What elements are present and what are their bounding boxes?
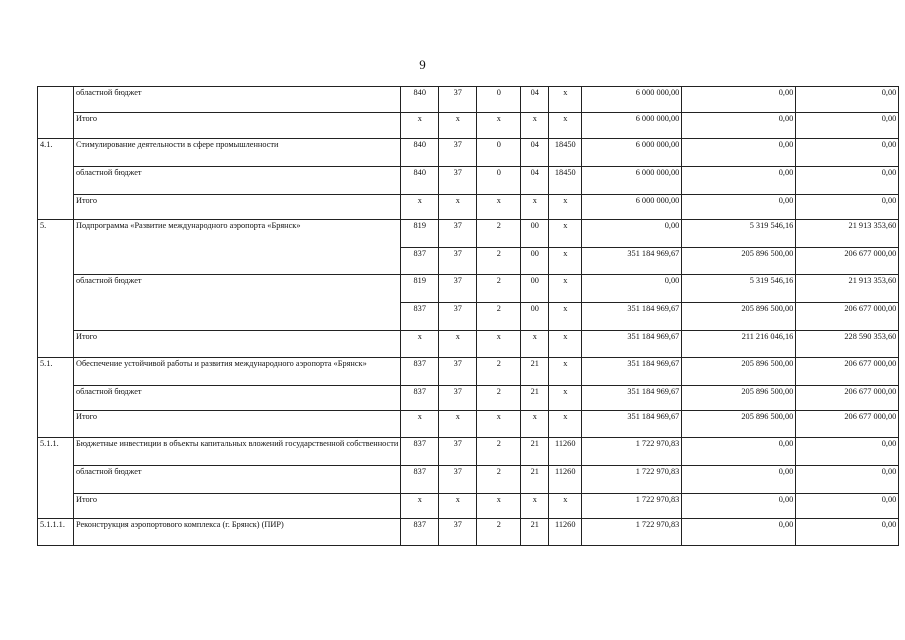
- cell-code: 837: [401, 248, 439, 275]
- cell-number: 5.1.: [38, 358, 74, 386]
- cell-number: [38, 303, 74, 331]
- table-row: [38, 494, 899, 519]
- cell-amount: 206 677 000,00: [796, 303, 899, 331]
- cell-amount: 21 913 353,60: [796, 220, 899, 248]
- cell-code: х: [521, 411, 549, 438]
- cell-description: Итого: [74, 113, 401, 139]
- cell-code: 00: [521, 220, 549, 248]
- cell-amount: 0,00: [682, 494, 796, 519]
- cell-code: х: [401, 331, 439, 358]
- cell-code: х: [401, 195, 439, 220]
- cell-description: областной бюджет: [74, 275, 401, 303]
- cell-code: х: [549, 113, 582, 139]
- cell-amount: 351 184 969,67: [582, 358, 682, 386]
- table-row: [38, 113, 899, 139]
- cell-code: 2: [477, 386, 521, 411]
- cell-amount: 0,00: [796, 139, 899, 167]
- cell-code: х: [477, 411, 521, 438]
- cell-amount: 1 722 970,83: [582, 438, 682, 466]
- cell-code: 37: [439, 466, 477, 494]
- cell-code: 21: [521, 386, 549, 411]
- cell-code: 04: [521, 167, 549, 195]
- cell-code: 2: [477, 519, 521, 546]
- cell-code: 837: [401, 519, 439, 546]
- cell-number: [38, 275, 74, 303]
- cell-code: 11260: [549, 466, 582, 494]
- cell-amount: 206 677 000,00: [796, 248, 899, 275]
- cell-amount: 0,00: [796, 195, 899, 220]
- cell-amount: 0,00: [682, 438, 796, 466]
- cell-code: х: [549, 220, 582, 248]
- cell-code: 2: [477, 466, 521, 494]
- table-row: [38, 167, 899, 195]
- cell-amount: 0,00: [682, 139, 796, 167]
- cell-code: х: [521, 113, 549, 139]
- cell-amount: 205 896 500,00: [682, 303, 796, 331]
- cell-amount: 21 913 353,60: [796, 275, 899, 303]
- cell-amount: 0,00: [796, 519, 899, 546]
- cell-amount: 205 896 500,00: [682, 411, 796, 438]
- cell-code: 11260: [549, 438, 582, 466]
- cell-amount: 0,00: [682, 113, 796, 139]
- cell-amount: 0,00: [682, 87, 796, 113]
- cell-code: х: [439, 195, 477, 220]
- cell-code: х: [549, 494, 582, 519]
- cell-code: 840: [401, 167, 439, 195]
- cell-amount: 351 184 969,67: [582, 303, 682, 331]
- cell-code: 00: [521, 275, 549, 303]
- cell-code: х: [439, 113, 477, 139]
- cell-amount: 0,00: [796, 113, 899, 139]
- cell-code: 0: [477, 87, 521, 113]
- cell-code: 37: [439, 167, 477, 195]
- cell-number: 4.1.: [38, 139, 74, 167]
- cell-description: Итого: [74, 494, 401, 519]
- cell-code: 2: [477, 248, 521, 275]
- cell-amount: 5 319 546,16: [682, 220, 796, 248]
- budget-table: [37, 86, 899, 546]
- table-row: [38, 358, 899, 386]
- cell-number: [38, 113, 74, 139]
- cell-amount: 6 000 000,00: [582, 139, 682, 167]
- cell-code: 37: [439, 303, 477, 331]
- cell-description: Итого: [74, 195, 401, 220]
- cell-amount: 6 000 000,00: [582, 167, 682, 195]
- cell-code: 37: [439, 248, 477, 275]
- cell-amount: 0,00: [682, 519, 796, 546]
- cell-code: 2: [477, 358, 521, 386]
- cell-description: областной бюджет: [74, 386, 401, 411]
- cell-code: х: [549, 331, 582, 358]
- cell-code: х: [477, 331, 521, 358]
- cell-description: Обеспечение устойчивой работы и развития международного аэропорта «Брянск»: [74, 358, 401, 386]
- cell-amount: 206 677 000,00: [796, 358, 899, 386]
- cell-code: х: [401, 494, 439, 519]
- cell-description: [74, 248, 401, 275]
- cell-code: х: [401, 113, 439, 139]
- table-row: [38, 411, 899, 438]
- cell-code: 0: [477, 167, 521, 195]
- table-row: [38, 195, 899, 220]
- cell-amount: 0,00: [682, 466, 796, 494]
- cell-number: [38, 386, 74, 411]
- cell-code: х: [549, 275, 582, 303]
- cell-code: х: [477, 113, 521, 139]
- cell-amount: 0,00: [582, 220, 682, 248]
- cell-code: 37: [439, 220, 477, 248]
- cell-amount: 205 896 500,00: [682, 248, 796, 275]
- cell-code: 840: [401, 87, 439, 113]
- table-row: [38, 87, 899, 113]
- cell-code: 837: [401, 466, 439, 494]
- cell-amount: 205 896 500,00: [682, 358, 796, 386]
- cell-amount: 205 896 500,00: [682, 386, 796, 411]
- page-number: 9: [419, 57, 426, 72]
- cell-description: Стимулирование деятельности в сфере промышленности: [74, 139, 401, 167]
- table-row: [38, 331, 899, 358]
- cell-description: [74, 303, 401, 331]
- cell-amount: 351 184 969,67: [582, 386, 682, 411]
- cell-code: 2: [477, 220, 521, 248]
- cell-code: 2: [477, 438, 521, 466]
- table-row: [38, 248, 899, 275]
- table-row: [38, 519, 899, 546]
- cell-amount: 6 000 000,00: [582, 195, 682, 220]
- cell-amount: 0,00: [796, 167, 899, 195]
- cell-code: х: [549, 411, 582, 438]
- table-row: [38, 220, 899, 248]
- cell-amount: 1 722 970,83: [582, 494, 682, 519]
- cell-code: х: [549, 195, 582, 220]
- cell-amount: 6 000 000,00: [582, 113, 682, 139]
- table-row: [38, 466, 899, 494]
- cell-code: х: [549, 87, 582, 113]
- cell-code: х: [549, 248, 582, 275]
- cell-code: 819: [401, 220, 439, 248]
- cell-description: областной бюджет: [74, 466, 401, 494]
- cell-code: х: [549, 303, 582, 331]
- cell-amount: 351 184 969,67: [582, 331, 682, 358]
- cell-amount: 0,00: [796, 438, 899, 466]
- cell-description: Итого: [74, 331, 401, 358]
- table-row: [38, 386, 899, 411]
- cell-number: [38, 411, 74, 438]
- table-body: [38, 87, 899, 546]
- cell-code: 21: [521, 519, 549, 546]
- cell-amount: 211 216 046,16: [682, 331, 796, 358]
- cell-code: 18450: [549, 139, 582, 167]
- cell-number: [38, 87, 74, 113]
- cell-code: х: [477, 195, 521, 220]
- cell-amount: 1 722 970,83: [582, 519, 682, 546]
- cell-description: областной бюджет: [74, 167, 401, 195]
- cell-code: 00: [521, 303, 549, 331]
- cell-amount: 351 184 969,67: [582, 248, 682, 275]
- cell-code: 37: [439, 139, 477, 167]
- cell-code: 37: [439, 275, 477, 303]
- cell-code: 04: [521, 139, 549, 167]
- cell-amount: 228 590 353,60: [796, 331, 899, 358]
- cell-code: 37: [439, 438, 477, 466]
- cell-code: 04: [521, 87, 549, 113]
- cell-number: 5.: [38, 220, 74, 248]
- cell-code: х: [439, 494, 477, 519]
- cell-description: Реконструкция аэропортового комплекса (г. Брянск) (ПИР): [74, 519, 401, 546]
- cell-code: 00: [521, 248, 549, 275]
- table-row: [38, 303, 899, 331]
- cell-description: Бюджетные инвестиции в объекты капитальных вложений государственной собственности: [74, 438, 401, 466]
- cell-number: 5.1.1.: [38, 438, 74, 466]
- cell-amount: 206 677 000,00: [796, 411, 899, 438]
- cell-code: х: [521, 494, 549, 519]
- cell-description: Подпрограмма «Развитие международного аэропорта «Брянск»: [74, 220, 401, 248]
- cell-code: х: [549, 358, 582, 386]
- cell-number: 5.1.1.1.: [38, 519, 74, 546]
- cell-amount: 0,00: [682, 195, 796, 220]
- cell-code: 2: [477, 275, 521, 303]
- cell-number: [38, 331, 74, 358]
- cell-code: 11260: [549, 519, 582, 546]
- cell-description: Итого: [74, 411, 401, 438]
- cell-code: х: [521, 331, 549, 358]
- cell-amount: 0,00: [582, 275, 682, 303]
- cell-code: 837: [401, 358, 439, 386]
- cell-code: 837: [401, 386, 439, 411]
- cell-code: х: [549, 386, 582, 411]
- table-row: [38, 139, 899, 167]
- cell-amount: 0,00: [682, 167, 796, 195]
- cell-number: [38, 167, 74, 195]
- cell-number: [38, 466, 74, 494]
- cell-code: х: [439, 411, 477, 438]
- cell-code: 21: [521, 438, 549, 466]
- cell-code: 18450: [549, 167, 582, 195]
- cell-number: [38, 195, 74, 220]
- cell-amount: 351 184 969,67: [582, 411, 682, 438]
- cell-number: [38, 494, 74, 519]
- cell-code: 837: [401, 438, 439, 466]
- cell-amount: 1 722 970,83: [582, 466, 682, 494]
- cell-code: х: [401, 411, 439, 438]
- cell-code: 37: [439, 519, 477, 546]
- cell-amount: 5 319 546,16: [682, 275, 796, 303]
- cell-code: 37: [439, 358, 477, 386]
- cell-code: 819: [401, 275, 439, 303]
- cell-amount: 0,00: [796, 466, 899, 494]
- cell-code: х: [439, 331, 477, 358]
- cell-code: 2: [477, 303, 521, 331]
- cell-code: 37: [439, 386, 477, 411]
- cell-amount: 206 677 000,00: [796, 386, 899, 411]
- cell-code: 840: [401, 139, 439, 167]
- cell-code: 21: [521, 466, 549, 494]
- cell-code: х: [477, 494, 521, 519]
- cell-number: [38, 248, 74, 275]
- cell-description: областной бюджет: [74, 87, 401, 113]
- cell-code: х: [521, 195, 549, 220]
- cell-code: 37: [439, 87, 477, 113]
- table-row: [38, 275, 899, 303]
- table-row: [38, 438, 899, 466]
- cell-amount: 0,00: [796, 87, 899, 113]
- cell-amount: 0,00: [796, 494, 899, 519]
- cell-code: 21: [521, 358, 549, 386]
- cell-code: 837: [401, 303, 439, 331]
- cell-code: 0: [477, 139, 521, 167]
- cell-amount: 6 000 000,00: [582, 87, 682, 113]
